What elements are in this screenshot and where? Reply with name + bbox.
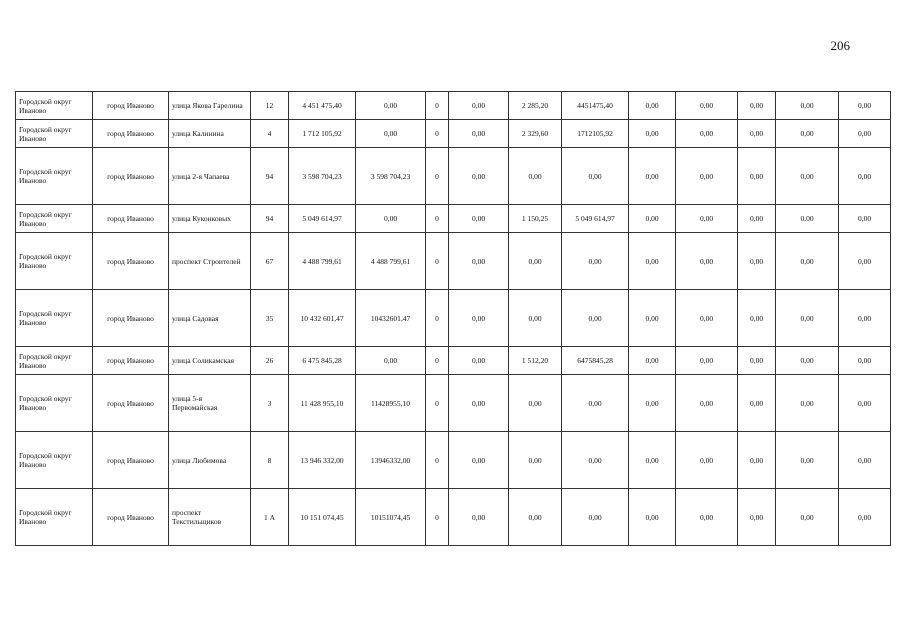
value-cell: 0,00 xyxy=(449,233,509,290)
value-cell: 2 285,20 xyxy=(509,92,562,120)
value-cell: 0 xyxy=(426,290,449,347)
city-cell: город Иваново xyxy=(93,375,169,432)
value-cell: 0,00 xyxy=(449,120,509,148)
street-cell: улица 2-я Чапаева xyxy=(169,148,251,205)
district-cell: Городской округ Иваново xyxy=(16,489,93,546)
value-cell: 0,00 xyxy=(562,148,629,205)
house-cell: 1 А xyxy=(251,489,289,546)
value-cell: 0 xyxy=(426,489,449,546)
value-cell: 0,00 xyxy=(839,205,891,233)
table-row xyxy=(16,205,891,233)
value-cell: 10 432 601,47 xyxy=(289,290,356,347)
value-cell: 1 712 105,92 xyxy=(289,120,356,148)
value-cell: 0,00 xyxy=(449,375,509,432)
street-cell: проспект Строителей xyxy=(169,233,251,290)
value-cell: 0,00 xyxy=(676,233,738,290)
value-cell: 0,00 xyxy=(629,347,676,375)
value-cell: 0,00 xyxy=(776,120,839,148)
value-cell: 11 428 955,10 xyxy=(289,375,356,432)
city-cell: город Иваново xyxy=(93,148,169,205)
city-cell: город Иваново xyxy=(93,290,169,347)
value-cell: 0,00 xyxy=(629,489,676,546)
value-cell: 0,00 xyxy=(738,205,776,233)
value-cell: 0,00 xyxy=(776,205,839,233)
value-cell: 0,00 xyxy=(509,290,562,347)
house-cell: 4 xyxy=(251,120,289,148)
data-table xyxy=(15,91,891,546)
value-cell: 10 151 074,45 xyxy=(289,489,356,546)
value-cell: 0 xyxy=(426,233,449,290)
house-cell: 8 xyxy=(251,432,289,489)
value-cell: 1 150,25 xyxy=(509,205,562,233)
value-cell: 0,00 xyxy=(629,432,676,489)
value-cell: 0,00 xyxy=(776,92,839,120)
value-cell: 0 xyxy=(426,148,449,205)
value-cell: 0,00 xyxy=(776,148,839,205)
street-cell: улица Калинина xyxy=(169,120,251,148)
value-cell: 10432601,47 xyxy=(356,290,426,347)
district-cell: Городской округ Иваново xyxy=(16,120,93,148)
value-cell: 0,00 xyxy=(676,347,738,375)
value-cell: 0,00 xyxy=(629,375,676,432)
value-cell: 2 329,60 xyxy=(509,120,562,148)
value-cell: 0,00 xyxy=(776,347,839,375)
table-row xyxy=(16,347,891,375)
district-cell: Городской округ Иваново xyxy=(16,432,93,489)
value-cell: 0,00 xyxy=(509,233,562,290)
value-cell: 0,00 xyxy=(562,290,629,347)
value-cell: 0,00 xyxy=(449,347,509,375)
value-cell: 0,00 xyxy=(839,347,891,375)
street-cell: улица 5-я Первомайская xyxy=(169,375,251,432)
value-cell: 0,00 xyxy=(356,205,426,233)
value-cell: 0,00 xyxy=(676,205,738,233)
value-cell: 0 xyxy=(426,347,449,375)
value-cell: 11428955,10 xyxy=(356,375,426,432)
value-cell: 0,00 xyxy=(562,489,629,546)
house-cell: 94 xyxy=(251,148,289,205)
street-cell: улица Соликамская xyxy=(169,347,251,375)
value-cell: 0,00 xyxy=(449,290,509,347)
street-cell: улица Якова Гарелина xyxy=(169,92,251,120)
value-cell: 3 598 704,23 xyxy=(289,148,356,205)
value-cell: 0,00 xyxy=(629,233,676,290)
value-cell: 1712105,92 xyxy=(562,120,629,148)
value-cell: 0,00 xyxy=(839,120,891,148)
city-cell: город Иваново xyxy=(93,233,169,290)
value-cell: 0,00 xyxy=(738,347,776,375)
value-cell: 0,00 xyxy=(449,92,509,120)
value-cell: 3 598 704,23 xyxy=(356,148,426,205)
value-cell: 10151074,45 xyxy=(356,489,426,546)
value-cell: 0,00 xyxy=(738,233,776,290)
value-cell: 0,00 xyxy=(738,120,776,148)
value-cell: 0,00 xyxy=(449,148,509,205)
value-cell: 0 xyxy=(426,432,449,489)
house-cell: 94 xyxy=(251,205,289,233)
table-row xyxy=(16,375,891,432)
value-cell: 0,00 xyxy=(776,489,839,546)
value-cell: 13946332,00 xyxy=(356,432,426,489)
value-cell: 0,00 xyxy=(839,375,891,432)
value-cell: 6475845,28 xyxy=(562,347,629,375)
district-cell: Городской округ Иваново xyxy=(16,347,93,375)
value-cell: 0 xyxy=(426,120,449,148)
value-cell: 0,00 xyxy=(562,375,629,432)
value-cell: 0,00 xyxy=(356,92,426,120)
table-row xyxy=(16,233,891,290)
value-cell: 0,00 xyxy=(839,290,891,347)
value-cell: 0,00 xyxy=(509,432,562,489)
value-cell: 0,00 xyxy=(629,205,676,233)
value-cell: 0,00 xyxy=(738,290,776,347)
value-cell: 4 488 799,61 xyxy=(289,233,356,290)
district-cell: Городской округ Иваново xyxy=(16,290,93,347)
district-cell: Городской округ Иваново xyxy=(16,205,93,233)
value-cell: 0,00 xyxy=(738,432,776,489)
value-cell: 0,00 xyxy=(839,233,891,290)
house-cell: 3 xyxy=(251,375,289,432)
table-row xyxy=(16,432,891,489)
value-cell: 0,00 xyxy=(562,233,629,290)
table-row xyxy=(16,92,891,120)
city-cell: город Иваново xyxy=(93,432,169,489)
table-row xyxy=(16,290,891,347)
value-cell: 6 475 845,28 xyxy=(289,347,356,375)
value-cell: 5 049 614,97 xyxy=(562,205,629,233)
house-cell: 35 xyxy=(251,290,289,347)
value-cell: 0,00 xyxy=(839,432,891,489)
value-cell: 13 946 332,00 xyxy=(289,432,356,489)
table-row xyxy=(16,489,891,546)
value-cell: 0,00 xyxy=(509,375,562,432)
value-cell: 0,00 xyxy=(449,205,509,233)
city-cell: город Иваново xyxy=(93,205,169,233)
value-cell: 0,00 xyxy=(676,92,738,120)
city-cell: город Иваново xyxy=(93,120,169,148)
value-cell: 0,00 xyxy=(629,92,676,120)
value-cell: 0,00 xyxy=(776,432,839,489)
street-cell: улица Куконковых xyxy=(169,205,251,233)
value-cell: 0,00 xyxy=(738,148,776,205)
value-cell: 0,00 xyxy=(449,489,509,546)
value-cell: 0,00 xyxy=(356,120,426,148)
value-cell: 0,00 xyxy=(738,489,776,546)
value-cell: 4451475,40 xyxy=(562,92,629,120)
city-cell: город Иваново xyxy=(93,92,169,120)
value-cell: 0,00 xyxy=(676,290,738,347)
value-cell: 0 xyxy=(426,375,449,432)
value-cell: 0 xyxy=(426,92,449,120)
value-cell: 0,00 xyxy=(676,375,738,432)
house-cell: 26 xyxy=(251,347,289,375)
city-cell: город Иваново xyxy=(93,347,169,375)
street-cell: проспект Текстильщиков xyxy=(169,489,251,546)
value-cell: 0,00 xyxy=(676,489,738,546)
value-cell: 0,00 xyxy=(509,148,562,205)
value-cell: 0,00 xyxy=(839,92,891,120)
value-cell: 4 451 475,40 xyxy=(289,92,356,120)
street-cell: улица Любимова xyxy=(169,432,251,489)
value-cell: 0,00 xyxy=(509,489,562,546)
value-cell: 0,00 xyxy=(738,375,776,432)
value-cell: 0,00 xyxy=(676,148,738,205)
value-cell: 0,00 xyxy=(776,290,839,347)
value-cell: 0,00 xyxy=(356,347,426,375)
district-cell: Городской округ Иваново xyxy=(16,375,93,432)
value-cell: 0,00 xyxy=(839,148,891,205)
value-cell: 0,00 xyxy=(629,120,676,148)
value-cell: 0,00 xyxy=(676,432,738,489)
house-cell: 67 xyxy=(251,233,289,290)
value-cell: 0,00 xyxy=(629,148,676,205)
value-cell: 0,00 xyxy=(629,290,676,347)
value-cell: 0,00 xyxy=(562,432,629,489)
value-cell: 5 049 614,97 xyxy=(289,205,356,233)
city-cell: город Иваново xyxy=(93,489,169,546)
value-cell: 0,00 xyxy=(839,489,891,546)
table-row xyxy=(16,120,891,148)
value-cell: 4 488 799,61 xyxy=(356,233,426,290)
district-cell: Городской округ Иваново xyxy=(16,233,93,290)
district-cell: Городской округ Иваново xyxy=(16,148,93,205)
house-cell: 12 xyxy=(251,92,289,120)
value-cell: 0,00 xyxy=(776,233,839,290)
page-number: 206 xyxy=(830,38,850,53)
table-row xyxy=(16,148,891,205)
value-cell: 0 xyxy=(426,205,449,233)
value-cell: 0,00 xyxy=(449,432,509,489)
value-cell: 0,00 xyxy=(776,375,839,432)
district-cell: Городской округ Иваново xyxy=(16,92,93,120)
value-cell: 1 512,20 xyxy=(509,347,562,375)
value-cell: 0,00 xyxy=(676,120,738,148)
street-cell: улица Садовая xyxy=(169,290,251,347)
value-cell: 0,00 xyxy=(738,92,776,120)
